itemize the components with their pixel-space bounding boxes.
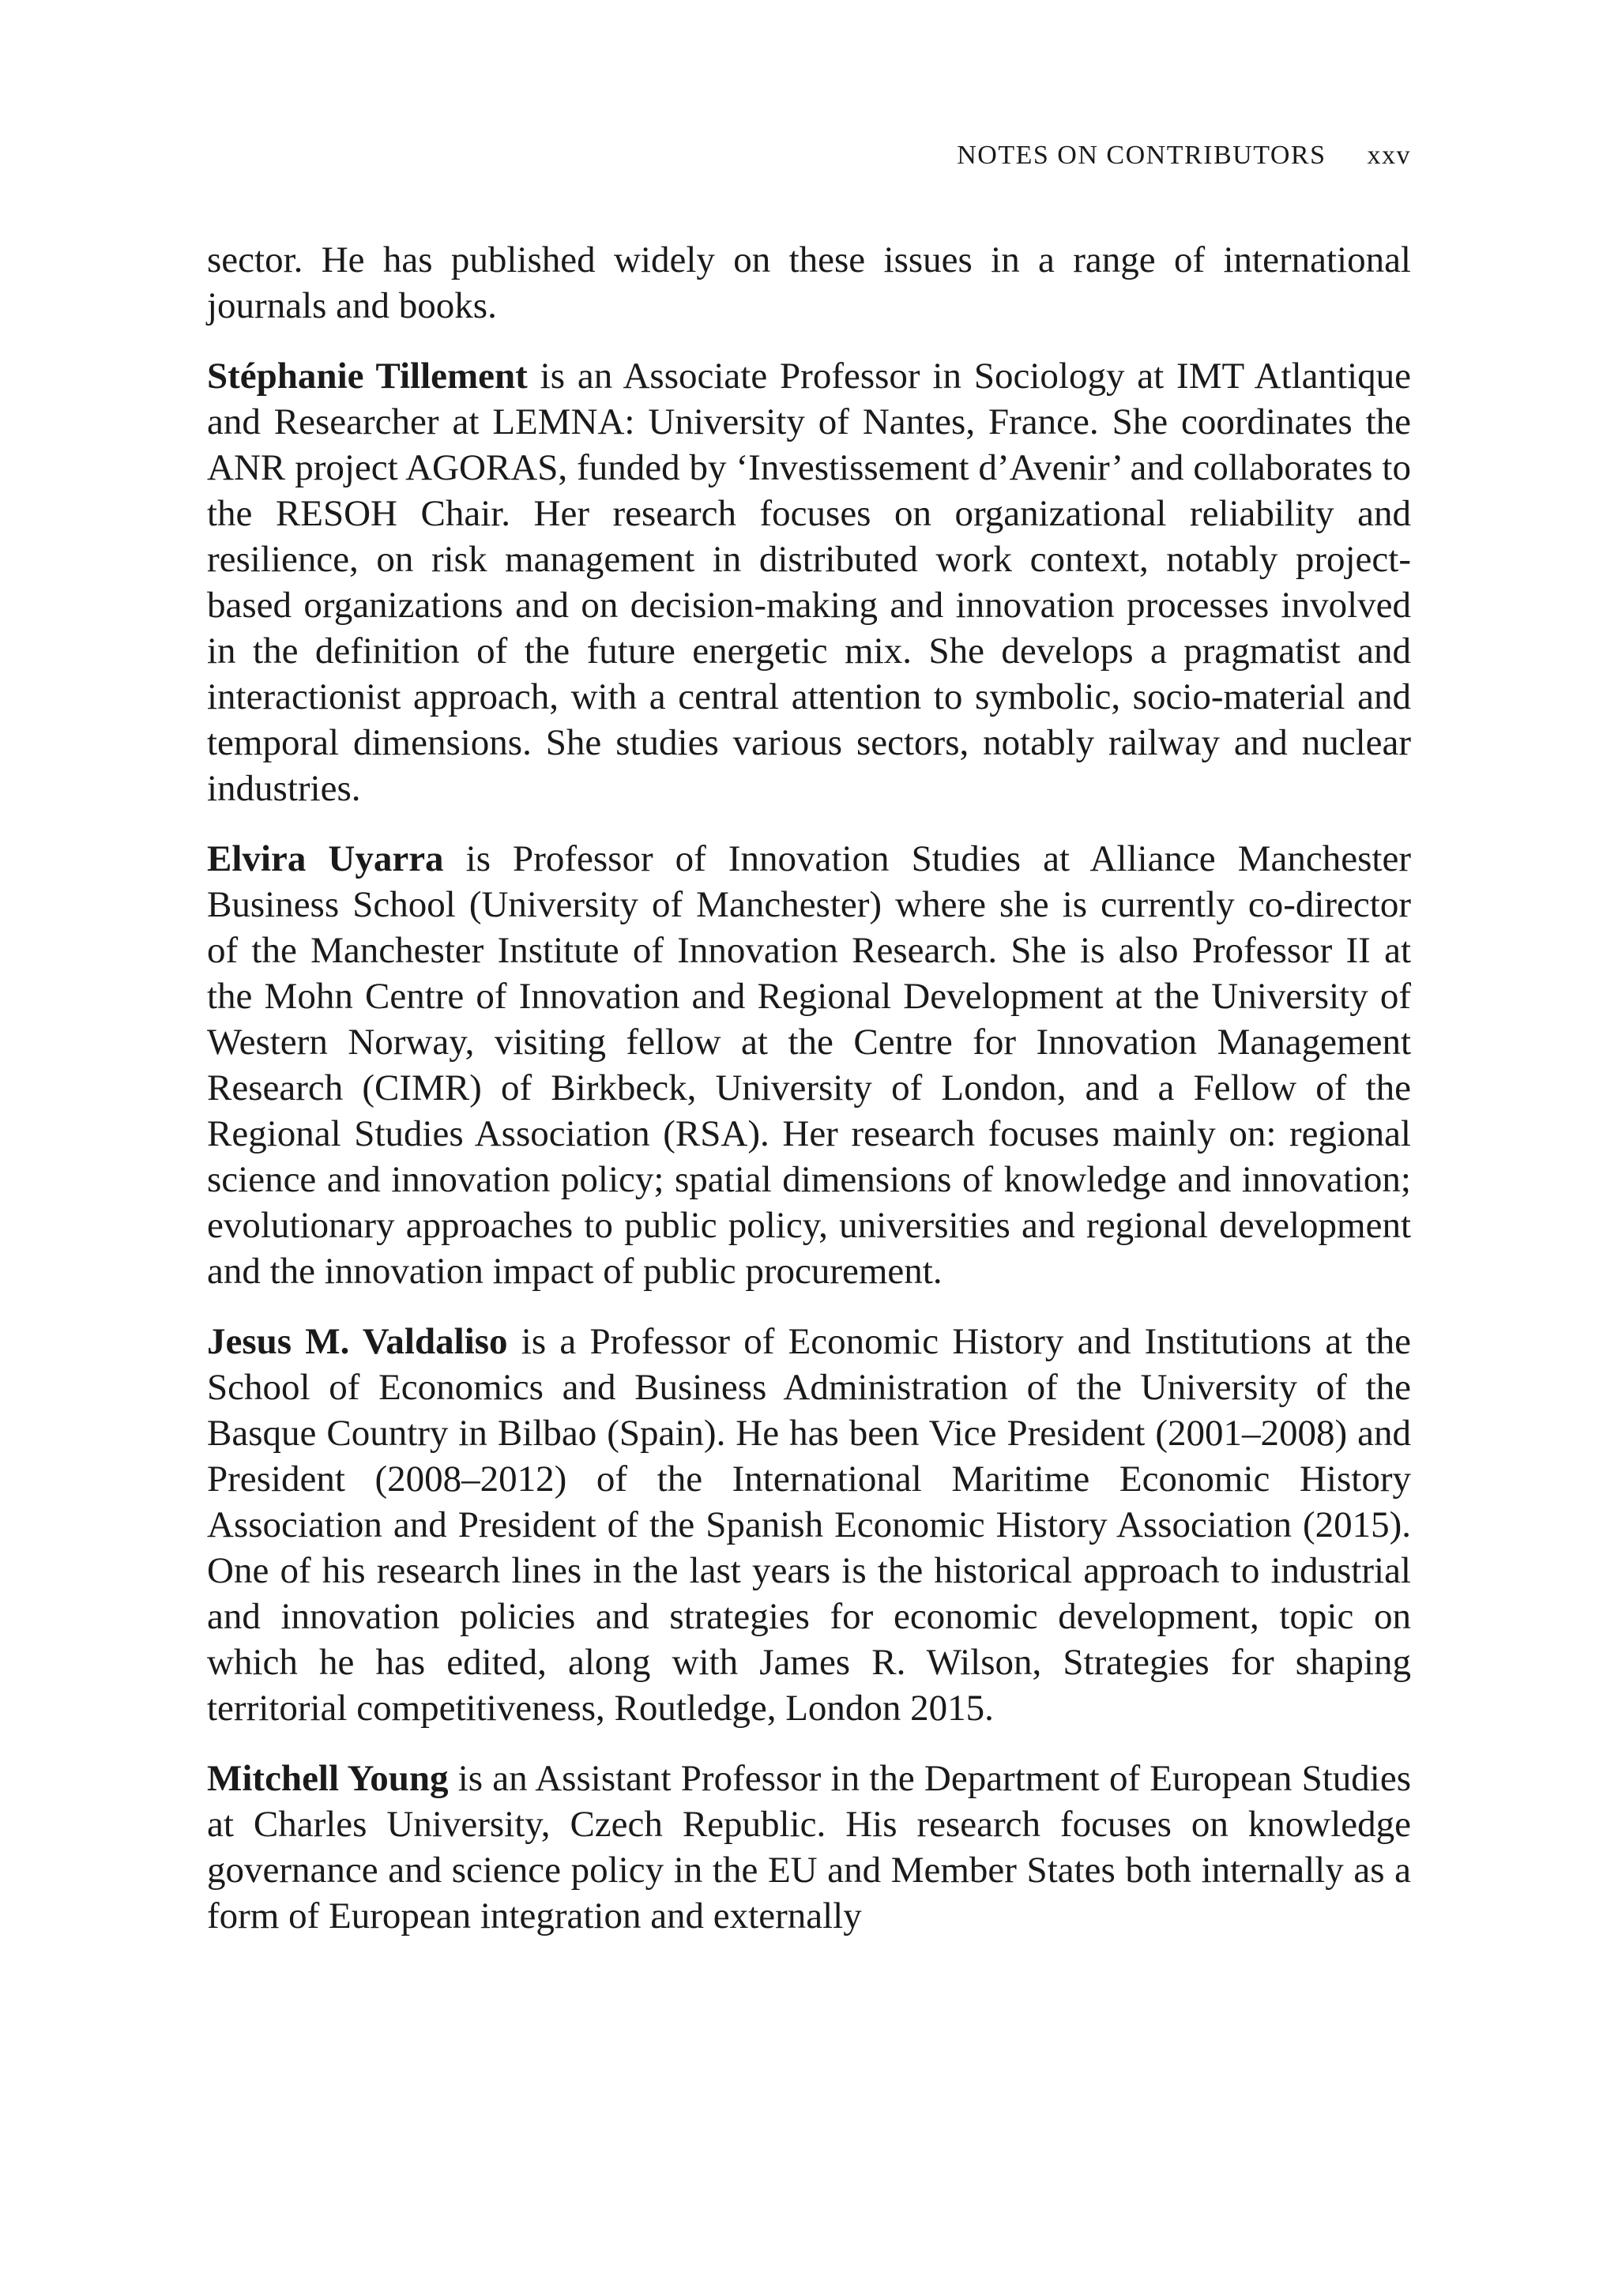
bio-text: is an Associate Professor in Sociology at IMT Atlantique and Researcher at LEMNA: University of Nantes, France. She coordinates the ANR project AGORAS, funded by ‘Investissement d’Avenir’ and collaborates to the RESOH Chair. Her research focuses on organizational reliability and resilience, on risk management in distributed work context, notably project-based organizations and on decision-making and innovation processes involved in the definition of the future energetic mix. She develops a pragmatist and interactionist approach, with a central attention to symbolic, socio-material and temporal dimensions. She studies various sectors, notably railway and nuclear industries. [207,356,1411,809]
contributor-bio-valdaliso [207,1319,1411,1731]
bio-text: is an Assistant Professor in the Department of European Studies at Charles University, Czech Republic. His research focuses on knowledge governance and science policy in the EU and Member States both internally as a form of European integration and externally [207,1758,1411,1937]
bio-text: sector. He has published widely on these issues in a range of international journals and books. [207,239,1411,326]
contributor-bio-young [207,1756,1411,1939]
contributor-bio-tillement [207,353,1411,811]
contributor-bio-continued [207,237,1411,329]
contributor-name: Jesus M. Valdaliso [207,1321,508,1362]
contributor-name: Stéphanie Tillement [207,356,528,397]
bio-text: is Professor of Innovation Studies at Alliance Manchester Business School (University of Manchester) where she is currently co-director of the Manchester Institute of Innovation Research. She is also Professor II at the Mohn Centre of Innovation and Regional Development at the University of Western Norway, visiting fellow at the Centre for Innovation Management Research (CIMR) of Birkbeck, University of London, and a Fellow of the Regional Studies Association (RSA). Her research focuses mainly on: regional science and innovation policy; spatial dimensions of knowledge and innovation; evolutionary approaches to public policy, universities and regional development and the innovation impact of public procurement. [207,838,1411,1292]
running-head [957,141,1411,171]
contributor-name: Elvira Uyarra [207,838,444,879]
contributor-bio-uyarra [207,836,1411,1294]
bio-text: is a Professor of Economic History and Institutions at the School of Economics and Business Administration of the University of the Basque Country in Bilbao (Spain). He has been Vice President (2001–2008) and President (2008–2012) of the International Maritime Economic History Association and President of the Spanish Economic History Association (2015). One of his research lines in the last years is the historical approach to industrial and innovation policies and strategies for economic development, topic on which he has edited, along with James R. Wilson, Strategies for shaping territorial competitiveness, Routledge, London 2015. [207,1321,1412,1729]
running-head-title: NOTES ON CONTRIBUTORS [957,141,1326,170]
contributor-name: Mitchell Young [207,1758,449,1799]
contributors-text [207,237,1411,1963]
page-number: xxv [1367,141,1411,170]
